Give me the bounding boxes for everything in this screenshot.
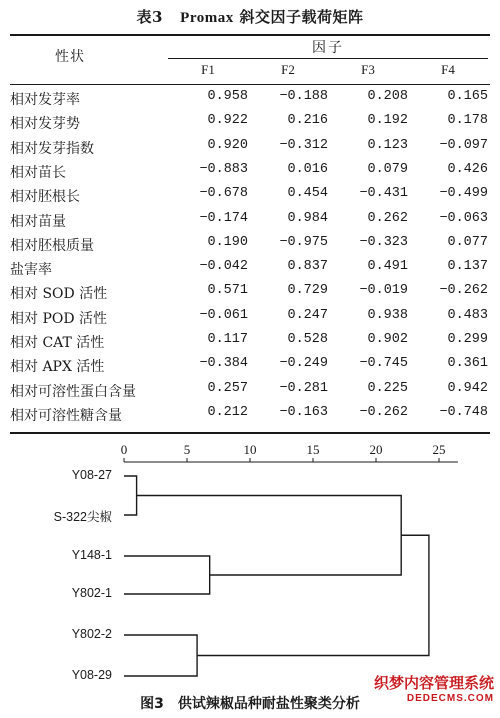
loading-value-f2: −0.281 (279, 380, 328, 396)
loading-value-f1: −0.042 (199, 259, 248, 275)
column-header-f3: F3 (361, 62, 375, 77)
loading-value-f4: −0.748 (439, 404, 488, 420)
trait-name: 相对可溶性糖含量 (10, 407, 122, 424)
axis-tick-label: 25 (432, 442, 446, 457)
loading-value-f2: 0.984 (287, 210, 328, 226)
dendrogram-leaf-label: Y802-1 (71, 586, 112, 600)
watermark-title: 织梦内容管理系统 (373, 674, 494, 692)
table-row (10, 136, 490, 160)
loading-value-f1: 0.212 (207, 404, 248, 420)
axis-tick-label: 5 (183, 442, 191, 457)
watermark (374, 672, 494, 704)
loading-value-f2: 0.528 (287, 332, 328, 347)
dendrogram-figure (0, 440, 500, 690)
loading-value-f2: −0.249 (279, 356, 328, 372)
loading-value-f1: 0.257 (207, 380, 248, 396)
trait-name: 相对发芽势 (10, 116, 80, 133)
table-top-rule (10, 34, 490, 36)
loading-value-f3: 0.938 (367, 307, 408, 323)
trait-name: 相对可溶性蛋白含量 (10, 383, 136, 400)
loading-value-f3: 0.192 (367, 113, 408, 129)
axis-tick-label: 10 (243, 442, 257, 457)
loading-value-f4: −0.097 (439, 137, 488, 153)
dendrogram-leaf-label: Y148-1 (71, 548, 112, 562)
axis-tick-label: 15 (306, 442, 320, 457)
column-header-f4: F4 (441, 62, 455, 77)
loading-value-f4: 0.178 (447, 113, 488, 129)
loading-value-f2: −0.163 (279, 404, 328, 420)
loading-value-f1: 0.190 (207, 234, 248, 250)
dendrogram-leaf-label: Y08-27 (71, 468, 112, 482)
trait-name: 相对苗量 (10, 213, 66, 230)
table-row (10, 87, 490, 111)
loading-value-f2: 0.837 (287, 259, 328, 275)
column-header-f2: F2 (281, 62, 295, 77)
table-title (0, 6, 500, 27)
loading-value-f2: 0.729 (287, 283, 328, 299)
loading-value-f4: 0.483 (447, 307, 488, 323)
loading-value-f1: −0.384 (199, 356, 248, 372)
column-header-f1: F1 (201, 62, 215, 77)
trait-name: 相对 CAT 活性 (10, 335, 105, 351)
table-row (10, 184, 490, 208)
trait-name: 盐害率 (10, 262, 52, 279)
loading-value-f1: 0.117 (207, 332, 248, 347)
table-title-method: Promax (180, 10, 234, 26)
loading-value-f3: 0.491 (367, 259, 408, 275)
trait-name: 相对 SOD 活性 (10, 286, 108, 303)
loading-value-f2: 0.216 (287, 113, 328, 129)
loading-value-f4: −0.499 (439, 186, 488, 202)
table-row (10, 257, 490, 281)
trait-name: 相对苗长 (10, 164, 66, 181)
loading-value-f3: 0.079 (367, 161, 408, 177)
loading-value-f1: 0.922 (207, 113, 248, 129)
loading-value-f4: 0.299 (447, 332, 488, 347)
loading-value-f3: −0.323 (359, 234, 408, 250)
dendrogram-link (124, 556, 210, 594)
table-row (10, 403, 490, 427)
loading-value-f2: −0.188 (279, 89, 328, 104)
dendrogram-link (124, 476, 137, 515)
trait-name: 相对发芽指数 (10, 140, 94, 157)
loading-value-f2: 0.454 (287, 186, 328, 202)
trait-name: 相对发芽率 (10, 92, 80, 108)
trait-name: 相对胚根长 (10, 189, 80, 206)
table-row (10, 233, 490, 257)
loading-value-f1: 0.920 (207, 137, 248, 153)
loading-value-f1: −0.061 (199, 307, 248, 323)
header-factor: 因子 (312, 40, 344, 56)
loading-value-f4: −0.262 (439, 283, 488, 299)
table-row (10, 209, 490, 233)
loading-value-f3: 0.262 (367, 210, 408, 226)
loading-value-f2: 0.016 (287, 161, 328, 177)
header-trait: 性状 (55, 49, 85, 65)
loading-value-f3: 0.902 (367, 332, 408, 347)
loading-value-f1: −0.883 (199, 161, 248, 177)
factor-header-rule (168, 58, 488, 59)
dendrogram-link (137, 496, 402, 576)
table-row (10, 111, 490, 135)
loading-value-f1: −0.678 (199, 186, 248, 202)
trait-name: 相对胚根质量 (10, 237, 94, 254)
loading-value-f1: −0.174 (199, 210, 248, 226)
loading-value-f3: 0.123 (367, 137, 408, 153)
table-title-text: 斜交因子载荷矩阵 (239, 8, 364, 26)
loading-value-f3: −0.431 (359, 186, 408, 202)
axis-tick-label: 0 (120, 442, 128, 457)
figure-caption: 图3 供试辣椒品种耐盐性聚类分析 (140, 696, 360, 712)
loading-value-f3: 0.208 (367, 89, 408, 104)
table-row (10, 354, 490, 378)
loading-value-f4: 0.077 (447, 234, 488, 250)
dendrogram-link (124, 635, 197, 676)
loading-value-f3: −0.262 (359, 404, 408, 420)
loading-value-f4: 0.942 (447, 380, 488, 396)
table-bottom-rule (10, 432, 490, 434)
loading-value-f3: −0.019 (359, 283, 408, 299)
dendrogram-leaf-label: S-322尖椒 (53, 510, 112, 524)
dendrogram-link (197, 535, 429, 655)
table-number: 表3 (136, 8, 163, 26)
trait-name: 相对 POD 活性 (10, 310, 108, 327)
loading-value-f3: −0.745 (359, 356, 408, 372)
table-row (10, 330, 490, 354)
loading-value-f1: 0.571 (207, 283, 248, 299)
loading-value-f2: −0.312 (279, 137, 328, 153)
table-row (10, 281, 490, 305)
loading-value-f4: 0.426 (447, 161, 488, 177)
trait-name: 相对 APX 活性 (10, 359, 105, 376)
loading-value-f2: 0.247 (287, 307, 328, 323)
table-header-rule (10, 84, 490, 85)
dendrogram-leaf-label: Y08-29 (71, 668, 112, 682)
loading-value-f1: 0.958 (207, 89, 248, 104)
dendrogram-leaf-label: Y802-2 (71, 627, 112, 641)
loading-value-f4: 0.361 (447, 356, 488, 372)
watermark-url: DEDECMS.COM (406, 693, 494, 704)
loading-value-f4: 0.137 (447, 259, 488, 275)
loading-value-f4: 0.165 (447, 89, 488, 104)
table-row (10, 379, 490, 403)
axis-tick-label: 20 (369, 442, 383, 457)
loading-value-f3: 0.225 (367, 380, 408, 396)
loading-value-f2: −0.975 (279, 234, 328, 250)
loading-value-f4: −0.063 (439, 210, 488, 226)
table-row (10, 306, 490, 330)
table-row (10, 160, 490, 184)
